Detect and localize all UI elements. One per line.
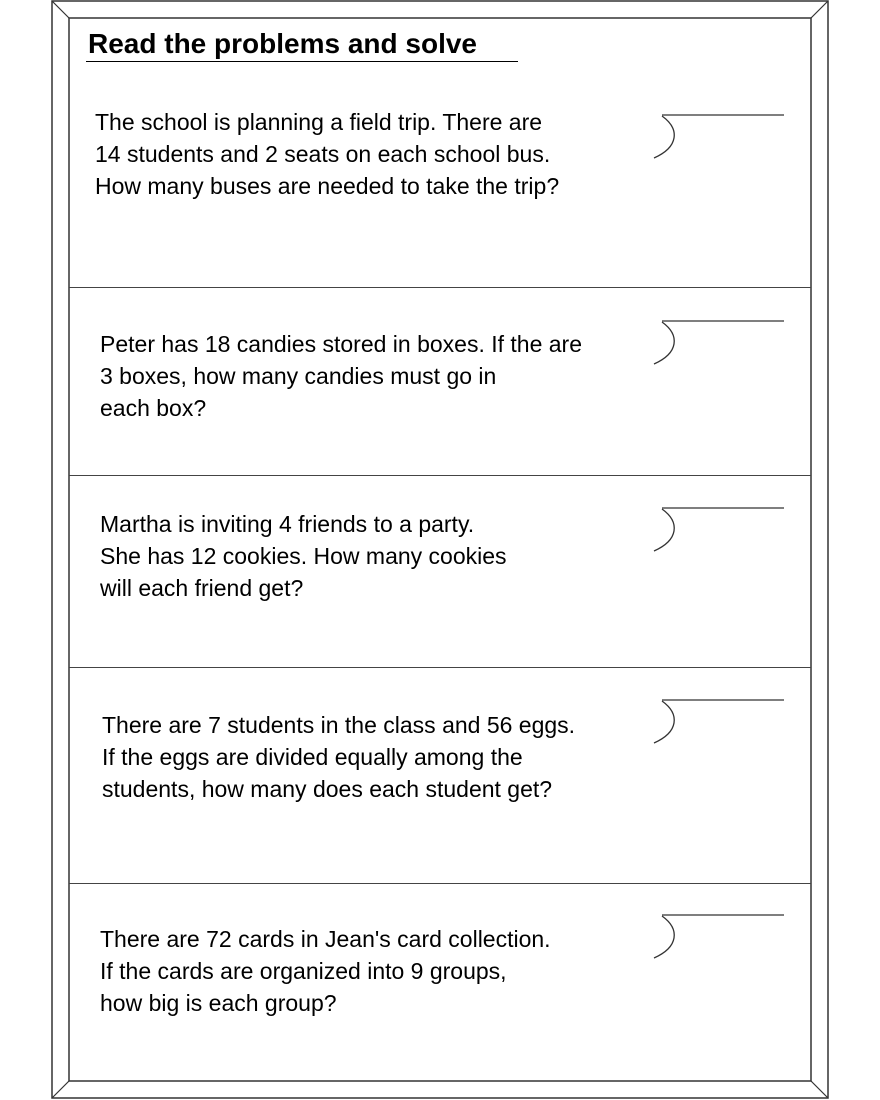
section-divider [69, 475, 811, 476]
problem-text-line: 3 boxes, how many candies must go in [100, 363, 497, 389]
title-underline [86, 61, 518, 62]
problem-text-line: 14 students and 2 seats on each school bus. [95, 141, 551, 167]
problem-3-answer-bracket [648, 503, 788, 555]
problem-text-line: There are 7 students in the class and 56 eggs. [102, 712, 576, 738]
problem-text-line: If the cards are organized into 9 groups, [100, 958, 507, 984]
problem-text-line: will each friend get? [100, 575, 304, 601]
problem-1-text [95, 106, 559, 202]
section-divider [69, 667, 811, 668]
problem-text-line: There are 72 cards in Jean's card collection. [100, 926, 551, 952]
problem-3-text [100, 508, 507, 604]
problem-text-line: If the eggs are divided equally among the [102, 744, 523, 770]
problem-1-answer-bracket [648, 110, 788, 162]
problem-text-line: students, how many does each student get? [102, 776, 553, 802]
problem-4-answer-bracket [648, 695, 788, 747]
problem-text-line: She has 12 cookies. How many cookies [100, 543, 507, 569]
problem-text-line: each box? [100, 395, 207, 421]
problem-5-answer-bracket [648, 910, 788, 962]
section-divider [69, 883, 811, 884]
problem-5-text [100, 923, 551, 1019]
problem-text-line: Martha is inviting 4 friends to a party. [100, 511, 475, 537]
problem-text-line: Peter has 18 candies stored in boxes. If the are [100, 331, 583, 357]
problem-text-line: How many buses are needed to take the trip? [95, 173, 560, 199]
problem-text-line: The school is planning a field trip. There are [95, 109, 543, 135]
problem-2-answer-bracket [648, 316, 788, 368]
problem-text-line: how big is each group? [100, 990, 337, 1016]
worksheet-title: Read the problems and solve [88, 28, 477, 59]
section-divider [69, 287, 811, 288]
problem-2-text [100, 328, 582, 424]
problem-4-text [102, 709, 575, 805]
